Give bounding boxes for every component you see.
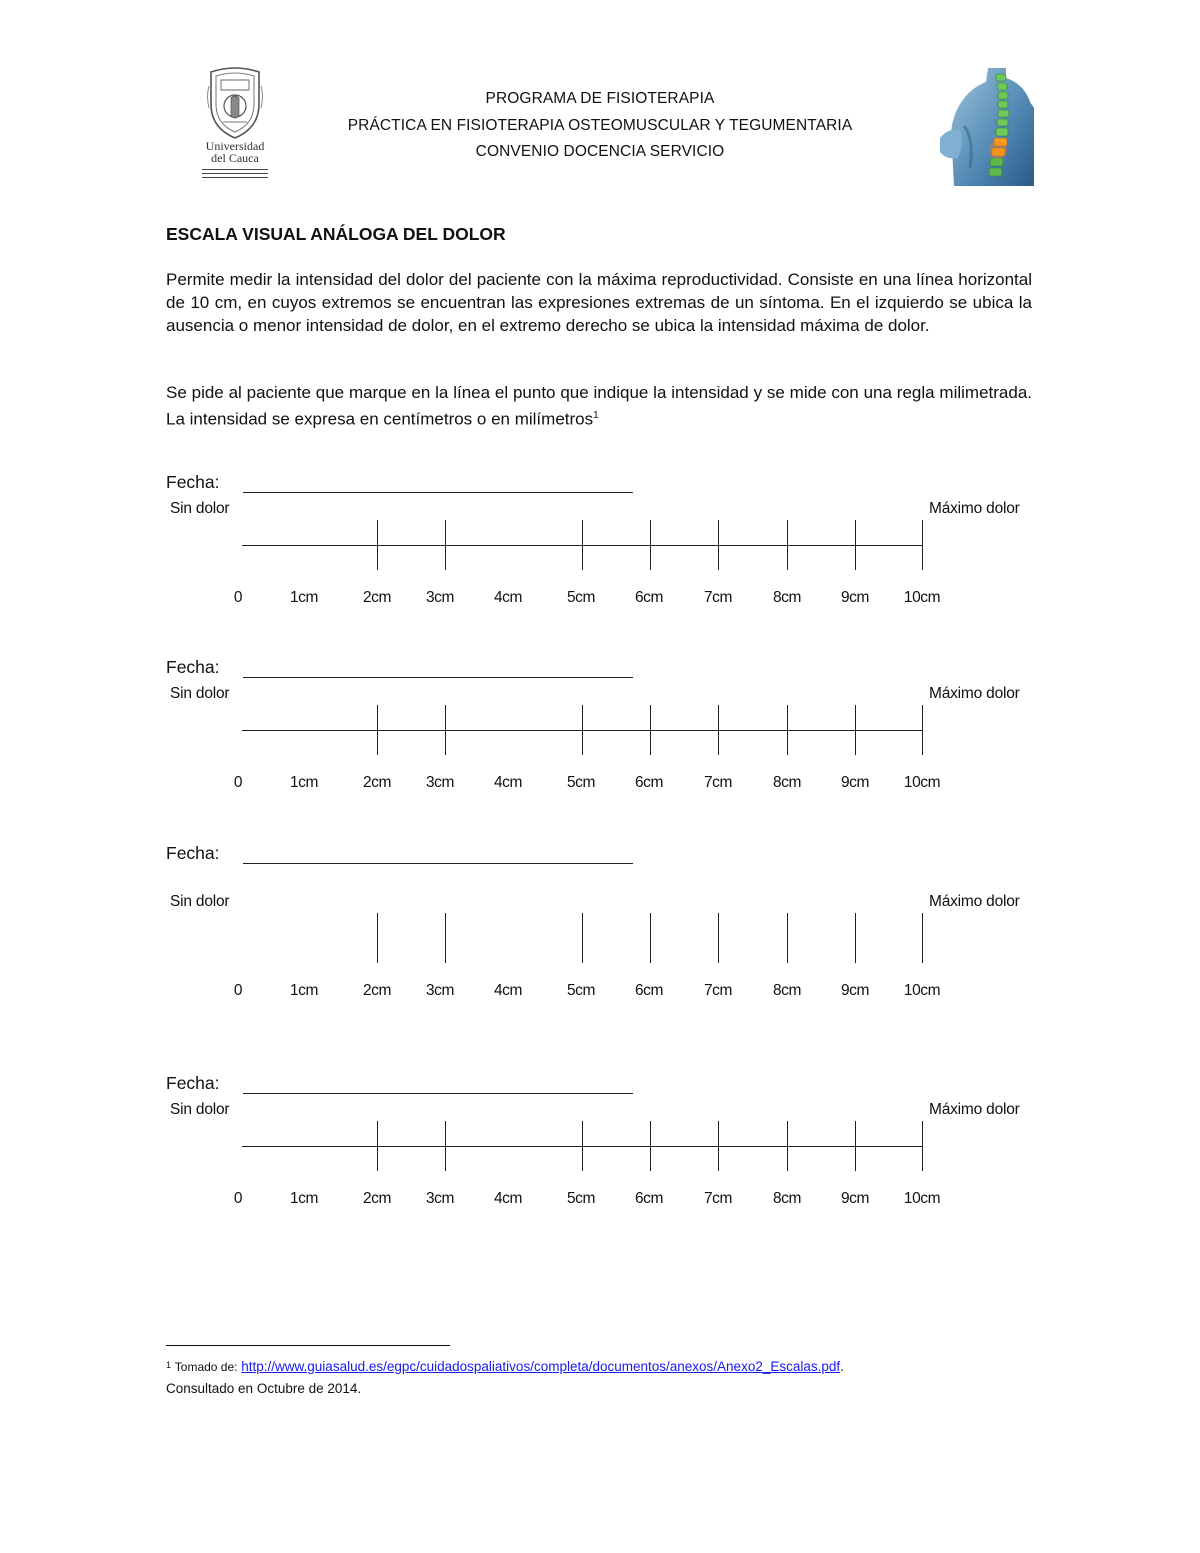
tick-label: 7cm: [703, 589, 733, 606]
tick-label: 9cm: [840, 589, 870, 606]
fecha-input-line[interactable]: [243, 1093, 633, 1094]
tick-label: 3cm: [425, 774, 455, 791]
tick-label: 2cm: [362, 774, 392, 791]
logo-rule: [202, 169, 268, 170]
document-header: [300, 86, 900, 166]
scale-tick: [855, 520, 856, 570]
instructions-text: Se pide al paciente que marque en la línea el punto que indique la intensidad y se mide con una regla milimetrada. La intensidad se expresa en centímetros o en milímetros: [166, 383, 1032, 429]
header-agreement: CONVENIO DOCENCIA SERVICIO: [475, 143, 725, 160]
tick-label: 3cm: [425, 589, 455, 606]
footnote-line1: [166, 1356, 844, 1378]
scale-tick: [650, 705, 651, 755]
tick-label: 3cm: [425, 1190, 455, 1207]
sin-dolor-label: Sin dolor: [170, 1101, 230, 1118]
tick-label: 3cm: [425, 982, 455, 999]
fecha-label: Fecha:: [166, 472, 220, 492]
scale-tick: [650, 1121, 651, 1171]
maximo-dolor-label: Máximo dolor: [929, 685, 1020, 702]
tick-label: 0: [233, 774, 243, 791]
tick-label: 7cm: [703, 774, 733, 791]
scale-tick: [718, 913, 719, 963]
tick-label: 5cm: [566, 1190, 596, 1207]
document-title: ESCALA VISUAL ANÁLOGA DEL DOLOR: [166, 224, 506, 244]
tick-label: 10cm: [903, 589, 941, 606]
scale-tick: [445, 520, 446, 570]
footnote-reference: 1: [593, 410, 599, 421]
scale-tick: [718, 705, 719, 755]
university-name: [198, 140, 272, 164]
fecha-label: Fecha:: [166, 843, 220, 863]
scale-tick: [445, 913, 446, 963]
scale-tick: [377, 913, 378, 963]
scale-tick: [445, 705, 446, 755]
tick-label: 4cm: [493, 982, 523, 999]
scale-tick: [377, 705, 378, 755]
footnote-link[interactable]: http://www.guiasalud.es/egpc/cuidadospaliativos/completa/documentos/anexos/Anexo2_Escalas.pdf: [241, 1359, 841, 1374]
header-program: PROGRAMA DE FISIOTERAPIA: [485, 90, 715, 107]
tick-label: 4cm: [493, 1190, 523, 1207]
university-crest-icon: [205, 66, 265, 140]
sin-dolor-label: Sin dolor: [170, 685, 230, 702]
tick-label: 6cm: [634, 589, 664, 606]
tick-label: 8cm: [772, 982, 802, 999]
tick-label: 8cm: [772, 589, 802, 606]
description-paragraph: Permite medir la intensidad del dolor del paciente con la máxima reproductividad. Consiste en una línea horizontal de 10 cm, en cuyos extremos se encuentran las expresiones extremas de un síntoma. En el izquierdo se ubica la ausencia o menor intensidad de dolor, en el extremo derecho se ubica la intensidad máxima de dolor.: [166, 270, 1032, 335]
scale-tick: [787, 520, 788, 570]
tick-label: 6cm: [634, 1190, 664, 1207]
scale-tick: [855, 913, 856, 963]
scale-tick: [582, 1121, 583, 1171]
footnote-separator: [166, 1345, 450, 1346]
fecha-input-line[interactable]: [243, 677, 633, 678]
tick-label: 6cm: [634, 774, 664, 791]
logo-rule: [202, 173, 268, 174]
tick-label: 5cm: [566, 774, 596, 791]
tick-label: 9cm: [840, 982, 870, 999]
fecha-label: Fecha:: [166, 657, 220, 677]
tick-label: 8cm: [772, 1190, 802, 1207]
tick-label: 6cm: [634, 982, 664, 999]
tick-label: 4cm: [493, 589, 523, 606]
sin-dolor-label: Sin dolor: [170, 500, 230, 517]
tick-label: 1cm: [289, 982, 319, 999]
scale-tick: [922, 705, 923, 755]
maximo-dolor-label: Máximo dolor: [929, 893, 1020, 910]
tick-label: 9cm: [840, 774, 870, 791]
tick-label: 1cm: [289, 589, 319, 606]
scale-tick: [718, 1121, 719, 1171]
scale-tick: [922, 913, 923, 963]
fecha-label: Fecha:: [166, 1073, 220, 1093]
tick-label: 7cm: [703, 1190, 733, 1207]
tick-label: 0: [233, 1190, 243, 1207]
tick-label: 2cm: [362, 1190, 392, 1207]
tick-label: 10cm: [903, 774, 941, 791]
footnote-number: 1: [166, 1360, 172, 1370]
scale-tick: [787, 705, 788, 755]
scale-tick: [377, 1121, 378, 1171]
scale-tick: [377, 520, 378, 570]
university-logo: [198, 66, 272, 180]
tick-label: 10cm: [903, 1190, 941, 1207]
scale-tick: [922, 1121, 923, 1171]
logo-rule: [202, 177, 268, 178]
tick-label: 2cm: [362, 589, 392, 606]
tick-label: 10cm: [903, 982, 941, 999]
scale-tick: [650, 913, 651, 963]
header-practice: PRÁCTICA EN FISIOTERAPIA OSTEOMUSCULAR Y TEGUMENTARIA: [347, 116, 853, 134]
scale-tick: [582, 520, 583, 570]
footnote: [166, 1356, 844, 1399]
tick-label: 5cm: [566, 982, 596, 999]
spine-back-image: [934, 68, 1034, 186]
tick-label: 0: [233, 589, 243, 606]
scale-tick: [582, 705, 583, 755]
scale-tick: [718, 520, 719, 570]
footnote-trailing: .: [840, 1359, 844, 1374]
university-name-line2: del Cauca: [211, 151, 259, 165]
fecha-input-line[interactable]: [243, 863, 633, 864]
scale-tick: [855, 705, 856, 755]
footnote-consulted: Consultado en Octubre de 2014.: [166, 1381, 362, 1396]
footnote-prefix: Tomado de:: [174, 1360, 238, 1374]
university-name-line1: Universidad: [205, 139, 265, 153]
tick-label: 9cm: [840, 1190, 870, 1207]
fecha-input-line[interactable]: [243, 492, 633, 493]
tick-label: 0: [233, 982, 243, 999]
tick-label: 1cm: [289, 1190, 319, 1207]
tick-label: 7cm: [703, 982, 733, 999]
tick-label: 1cm: [289, 774, 319, 791]
scale-tick: [582, 913, 583, 963]
sin-dolor-label: Sin dolor: [170, 893, 230, 910]
scale-tick: [855, 1121, 856, 1171]
instructions-paragraph: [166, 381, 1032, 431]
scale-tick: [787, 1121, 788, 1171]
maximo-dolor-label: Máximo dolor: [929, 500, 1020, 517]
tick-label: 8cm: [772, 774, 802, 791]
tick-label: 4cm: [493, 774, 523, 791]
tick-label: 2cm: [362, 982, 392, 999]
scale-tick: [650, 520, 651, 570]
maximo-dolor-label: Máximo dolor: [929, 1101, 1020, 1118]
scale-tick: [787, 913, 788, 963]
scale-tick: [922, 520, 923, 570]
scale-tick: [445, 1121, 446, 1171]
tick-label: 5cm: [566, 589, 596, 606]
